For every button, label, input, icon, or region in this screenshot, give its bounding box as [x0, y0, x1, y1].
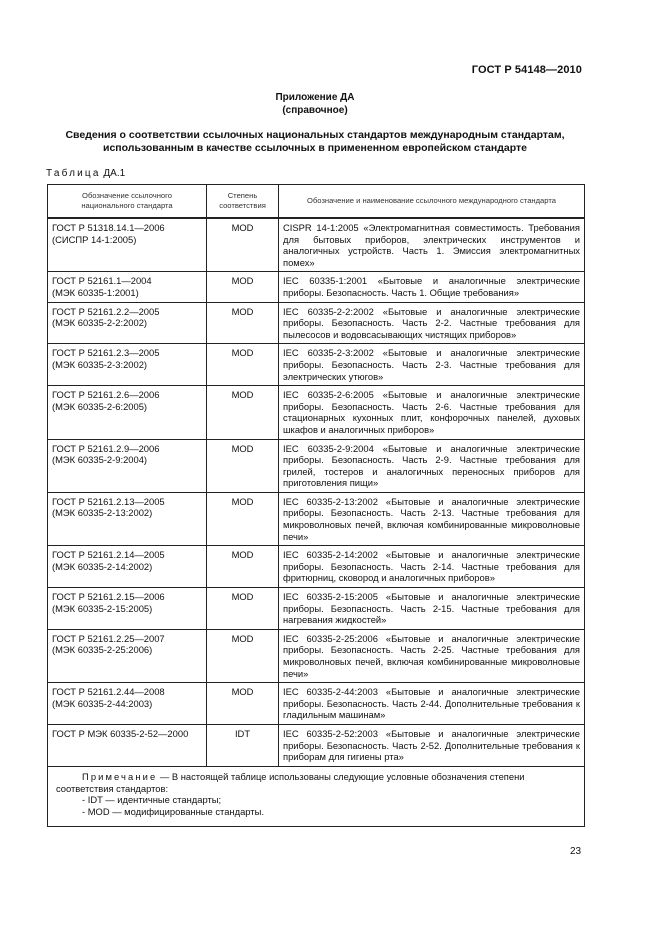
table-header-row: [48, 185, 585, 219]
equivalent-international-code: (МЭК 60335-2-14:2002): [52, 560, 153, 572]
annex-subtitle: (справочное): [282, 105, 348, 116]
national-standard-code: ГОСТ Р 52161.2.13—2005: [52, 495, 165, 507]
table-row: [48, 386, 585, 439]
table-row: [48, 546, 585, 588]
table-row: [48, 272, 585, 302]
national-standard-cell: [48, 344, 207, 386]
equivalent-international-code: (МЭК 60335-2-15:2005): [52, 602, 153, 614]
degree-of-correspondence: MOD: [207, 546, 279, 588]
equivalent-international-code: (МЭК 60335-2-2:2002): [52, 317, 148, 329]
column-header-line: Обозначение и наименование ссылочного международного стандарта: [307, 196, 556, 205]
document-designation: ГОСТ Р 54148—2010: [471, 64, 582, 76]
table-caption-number: ДА.1: [103, 168, 126, 179]
table-row: [48, 724, 585, 766]
column-header-line: национального стандарта: [81, 201, 173, 210]
note-paragraph: [56, 771, 576, 795]
note-item-idt: - IDT — идентичные стандарты;: [82, 794, 222, 806]
column-header-international-standard: [279, 185, 585, 219]
national-standard-cell: [48, 386, 207, 439]
international-standard-description: IEC 60335-2-9:2004 «Бытовые и аналогичные электрические приборы. Безопасность. Часть 2-9. Частные требования для грилей, тостеров и аналогичных переносных приборов для приготовления пищи»: [279, 439, 585, 492]
national-standard-code: ГОСТ Р 52161.1—2004: [52, 275, 152, 287]
column-header-line: Обозначение ссылочного: [82, 191, 172, 200]
international-standard-description: IEC 60335-2-52:2003 «Бытовые и аналогичные электрические приборы. Безопасность. Часть 2-52. Дополнительные требования к приборам для гигиены рта»: [279, 724, 585, 766]
degree-of-correspondence: MOD: [207, 492, 279, 545]
equivalent-international-code: (МЭК 60335-2-13:2002): [52, 507, 153, 519]
table-row: [48, 302, 585, 344]
degree-of-correspondence: MOD: [207, 218, 279, 272]
national-standard-cell: [48, 683, 207, 725]
section-title-line-1: Сведения о соответствии ссылочных национальных стандартов международным стандартам,: [65, 129, 565, 141]
national-standard-cell: [48, 302, 207, 344]
degree-of-correspondence: IDT: [207, 724, 279, 766]
national-standard-code: ГОСТ Р 52161.2.2—2005: [52, 305, 160, 317]
equivalent-international-code: (МЭК 60335-1:2001): [52, 286, 139, 298]
equivalent-international-code: (МЭК 60335-2-25:2006): [52, 644, 153, 656]
national-standard-cell: [48, 724, 207, 766]
column-header-line: Степень: [227, 191, 258, 200]
table-caption-word: Таблица: [46, 168, 101, 179]
international-standard-description: IEC 60335-2-14:2002 «Бытовые и аналогичные электрические приборы. Безопасность. Часть 2-14. Частные требования для фритюрниц, сковород и аналогичных приборов»: [279, 546, 585, 588]
column-header-national-standard: [48, 185, 207, 219]
degree-of-correspondence: MOD: [207, 344, 279, 386]
table-row: [48, 588, 585, 630]
column-header-degree: [207, 185, 279, 219]
national-standard-code: ГОСТ Р 52161.2.3—2005: [52, 347, 160, 359]
section-title: [40, 129, 590, 155]
international-standard-description: IEC 60335-2-6:2005 «Бытовые и аналогичные электрические приборы. Безопасность. Часть 2-6. Частные требования для стационарных кухонных плит, конфорочных панелей, духовых шкафов и аналогичных приборов»: [279, 386, 585, 439]
section-title-line-2: использованным в качестве ссылочных в примененном европейском стандарте: [103, 142, 527, 154]
degree-of-correspondence: MOD: [207, 386, 279, 439]
note-text: — В настоящей таблице использованы следующие условные обозначения степени соответствия стандартов:: [56, 770, 525, 794]
national-standard-code: ГОСТ Р 52161.2.15—2006: [52, 591, 165, 603]
note-label: Примечание: [82, 770, 158, 782]
table-note-row: [48, 766, 585, 826]
international-standard-description: IEC 60335-2-13:2002 «Бытовые и аналогичные электрические приборы. Безопасность. Часть 2-13. Частные требования для микроволновых печей, включая комбинированные микроволновые печи»: [279, 492, 585, 545]
international-standard-description: IEC 60335-2-15:2005 «Бытовые и аналогичные электрические приборы. Безопасность. Часть 2-15. Частные требования для нагревания жидкостей»: [279, 588, 585, 630]
international-standard-description: IEC 60335-1:2001 «Бытовые и аналогичные электрические приборы. Безопасность. Часть 1. Общие требования»: [279, 272, 585, 302]
national-standard-code: ГОСТ Р 52161.2.9—2006: [52, 442, 160, 454]
degree-of-correspondence: MOD: [207, 439, 279, 492]
international-standard-description: IEC 60335-2-3:2002 «Бытовые и аналогичные электрические приборы. Безопасность. Часть 2-3. Частные требования для электрических утюгов»: [279, 344, 585, 386]
national-standard-cell: [48, 629, 207, 682]
annex-heading: [0, 91, 630, 117]
equivalent-international-code: (СИСПР 14-1:2005): [52, 233, 137, 245]
international-standard-description: IEC 60335-2-44:2003 «Бытовые и аналогичные электрические приборы. Безопасность. Часть 2-44. Дополнительные требования к гладильным машинам»: [279, 683, 585, 725]
table-row: [48, 629, 585, 682]
national-standard-cell: [48, 439, 207, 492]
equivalent-international-code: (МЭК 60335-2-44:2003): [52, 697, 153, 709]
table-row: [48, 683, 585, 725]
degree-of-correspondence: MOD: [207, 272, 279, 302]
table-caption: [46, 168, 125, 179]
equivalent-international-code: (МЭК 60335-2-9:2004): [52, 454, 148, 466]
national-standard-code: ГОСТ Р 52161.2.14—2005: [52, 549, 165, 561]
degree-of-correspondence: MOD: [207, 629, 279, 682]
note-item-mod: - MOD — модифицированные стандарты.: [82, 806, 264, 818]
national-standard-cell: [48, 492, 207, 545]
equivalent-international-code: (МЭК 60335-2-6:2005): [52, 400, 148, 412]
table-row: [48, 218, 585, 272]
table-row: [48, 492, 585, 545]
table-row: [48, 439, 585, 492]
table-note: [48, 766, 585, 826]
international-standard-description: IEC 60335-2-2:2002 «Бытовые и аналогичные электрические приборы. Безопасность. Часть 2-2. Частные требования для пылесосов и водовсасывающих чистящих приборов»: [279, 302, 585, 344]
national-standard-code: ГОСТ Р 51318.14.1—2006: [52, 222, 165, 233]
table-row: [48, 344, 585, 386]
equivalent-international-code: (МЭК 60335-2-3:2002): [52, 358, 148, 370]
degree-of-correspondence: MOD: [207, 683, 279, 725]
international-standard-description: IEC 60335-2-25:2006 «Бытовые и аналогичные электрические приборы. Безопасность. Часть 2-25. Частные требования для микроволновых печей, включая комбинированные микроволновые печи»: [279, 629, 585, 682]
column-header-line: соответствия: [219, 201, 266, 210]
national-standard-cell: [48, 588, 207, 630]
national-standard-cell: [48, 218, 207, 272]
page-number: 23: [570, 846, 582, 857]
national-standard-code: ГОСТ Р МЭК 60335-2-52—2000: [52, 727, 189, 739]
degree-of-correspondence: MOD: [207, 302, 279, 344]
national-standard-code: ГОСТ Р 52161.2.6—2006: [52, 389, 160, 401]
national-standard-code: ГОСТ Р 52161.2.25—2007: [52, 632, 165, 644]
national-standard-cell: [48, 272, 207, 302]
international-standard-description: CISPR 14-1:2005 «Электромагнитная совместимость. Требования для бытовых приборов, электрических инструментов и аналогичных устройств. Часть 1. Эмиссия электромагнитных помех»: [279, 218, 585, 272]
annex-title: Приложение ДА: [275, 92, 355, 103]
national-standard-code: ГОСТ Р 52161.2.44—2008: [52, 686, 165, 698]
correspondence-table: [47, 184, 585, 827]
degree-of-correspondence: MOD: [207, 588, 279, 630]
national-standard-cell: [48, 546, 207, 588]
